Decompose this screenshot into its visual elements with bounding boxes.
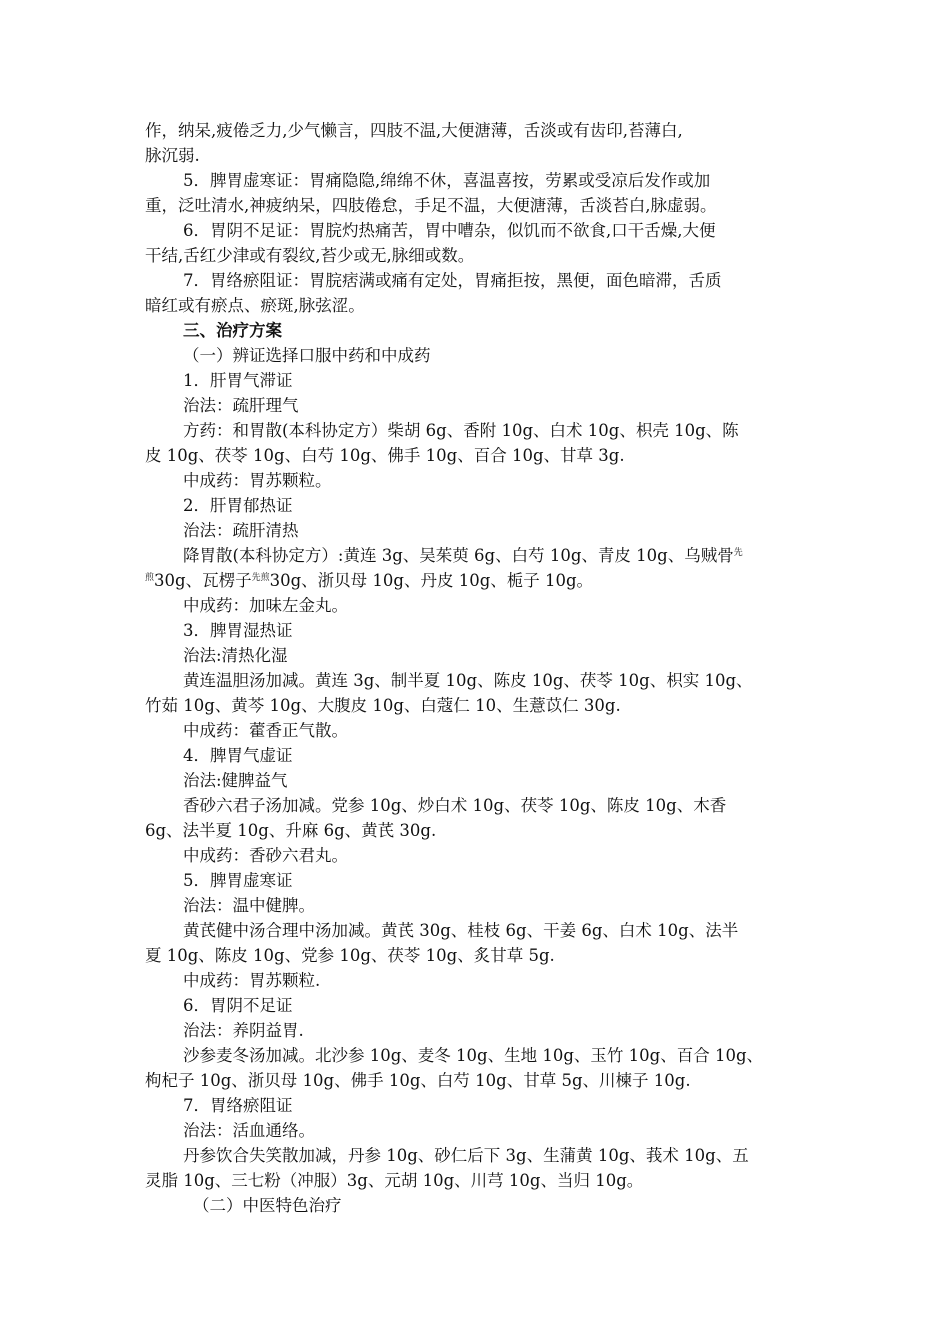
subsection-heading: （一）辨证选择口服中药和中成药	[183, 346, 431, 365]
treatment-method: 治法:健脾益气	[183, 771, 288, 790]
prescription-line: 黄芪健中汤合理中汤加减。黄芪 30g、桂枝 6g、干姜 6g、白术 10g、法半	[183, 921, 739, 940]
paragraph-line: 5．脾胃虚寒证：胃痛隐隐,绵绵不休，喜温喜按，劳累或受凉后发作或加	[183, 171, 711, 190]
prescription-line: 方药：和胃散(本科协定方）柴胡 6g、香附 10g、白术 10g、枳壳 10g、陈	[183, 421, 739, 440]
annotation-superscript: 煎	[145, 573, 155, 583]
treatment-method: 治法：养阴益胃.	[183, 1021, 304, 1040]
paragraph-line: 脉沉弱.	[145, 146, 200, 165]
syndrome-heading: 3．脾胃湿热证	[183, 621, 293, 640]
syndrome-heading: 1．肝胃气滞证	[183, 371, 293, 390]
annotation-superscript: 先煎	[251, 573, 270, 583]
paragraph-line: 重，泛吐清水,神疲纳呆，四肢倦怠，手足不温，大便溏薄，舌淡苔白,脉虚弱。	[145, 196, 717, 215]
document-body	[145, 118, 810, 1218]
syndrome-heading: 5．脾胃虚寒证	[183, 871, 293, 890]
prescription-line: 皮 10g、茯苓 10g、白芍 10g、佛手 10g、百合 10g、甘草 3g.	[145, 446, 625, 465]
treatment-method: 治法：活血通络。	[183, 1121, 315, 1140]
prescription-line: 丹参饮合失笑散加减，丹参 10g、砂仁后下 3g、生蒲黄 10g、莪术 10g、五	[183, 1146, 749, 1165]
patent-medicine: 中成药：胃苏颗粒.	[183, 971, 321, 990]
syndrome-heading: 2．肝胃郁热证	[183, 496, 293, 515]
syndrome-heading: 7．胃络瘀阻证	[183, 1096, 293, 1115]
prescription-line	[145, 568, 810, 593]
syndrome-heading: 4．脾胃气虚证	[183, 746, 293, 765]
prescription-line: 竹茹 10g、黄芩 10g、大腹皮 10g、白蔻仁 10、生薏苡仁 30g.	[145, 696, 621, 715]
prescription-line: 香砂六君子汤加减。党参 10g、炒白术 10g、茯苓 10g、陈皮 10g、木香	[183, 796, 727, 815]
treatment-method: 治法：疏肝理气	[183, 396, 299, 415]
subsection-heading: （二）中医特色治疗	[193, 1196, 342, 1215]
treatment-method: 治法：温中健脾。	[183, 896, 315, 915]
patent-medicine: 中成药：藿香正气散。	[183, 721, 348, 740]
prescription-line: 夏 10g、陈皮 10g、党参 10g、茯苓 10g、炙甘草 5g.	[145, 946, 555, 965]
prescription-line	[145, 543, 810, 568]
paragraph-line: 7．胃络瘀阻证：胃脘痞满或痛有定处，胃痛拒按，黑便，面色暗滞，舌质	[183, 271, 722, 290]
treatment-method: 治法：疏肝清热	[183, 521, 299, 540]
prescription-line: 黄连温胆汤加减。黄连 3g、制半夏 10g、陈皮 10g、茯苓 10g、枳实 10g、	[183, 671, 753, 690]
section-heading: 三、治疗方案	[183, 321, 282, 340]
prescription-line: 枸杞子 10g、浙贝母 10g、佛手 10g、白芍 10g、甘草 5g、川楝子 10g.	[145, 1071, 691, 1090]
prescription-line: 沙参麦冬汤加减。北沙参 10g、麦冬 10g、生地 10g、玉竹 10g、百合 10g、	[183, 1046, 764, 1065]
paragraph-line: 6．胃阴不足证：胃脘灼热痛苦，胃中嘈杂，似饥而不欲食,口干舌燥,大便	[183, 221, 716, 240]
paragraph-line: 作，纳呆,疲倦乏力,少气懒言，四肢不温,大便溏薄，舌淡或有齿印,苔薄白,	[145, 121, 683, 140]
patent-medicine: 中成药：香砂六君丸。	[183, 846, 348, 865]
paragraph-line: 暗红或有瘀点、瘀斑,脉弦涩。	[145, 296, 365, 315]
annotation-superscript: 先	[733, 548, 743, 558]
syndrome-heading: 6．胃阴不足证	[183, 996, 293, 1015]
patent-medicine: 中成药：胃苏颗粒。	[183, 471, 332, 490]
prescription-text: 30g、浙贝母 10g、丹皮 10g、栀子 10g。	[269, 571, 594, 590]
paragraph-line: 干结,舌红少津或有裂纹,苔少或无,脉细或数。	[145, 246, 475, 265]
prescription-line: 灵脂 10g、三七粉（冲服）3g、元胡 10g、川芎 10g、当归 10g。	[145, 1171, 644, 1190]
patent-medicine: 中成药：加味左金丸。	[183, 596, 348, 615]
prescription-line: 6g、法半夏 10g、升麻 6g、黄芪 30g.	[145, 821, 437, 840]
prescription-text: 30g、瓦楞子	[154, 571, 252, 590]
prescription-text: 降胃散(本科协定方）:黄连 3g、吴茱萸 6g、白芍 10g、青皮 10g、乌贼骨	[183, 546, 734, 565]
treatment-method: 治法:清热化湿	[183, 646, 288, 665]
